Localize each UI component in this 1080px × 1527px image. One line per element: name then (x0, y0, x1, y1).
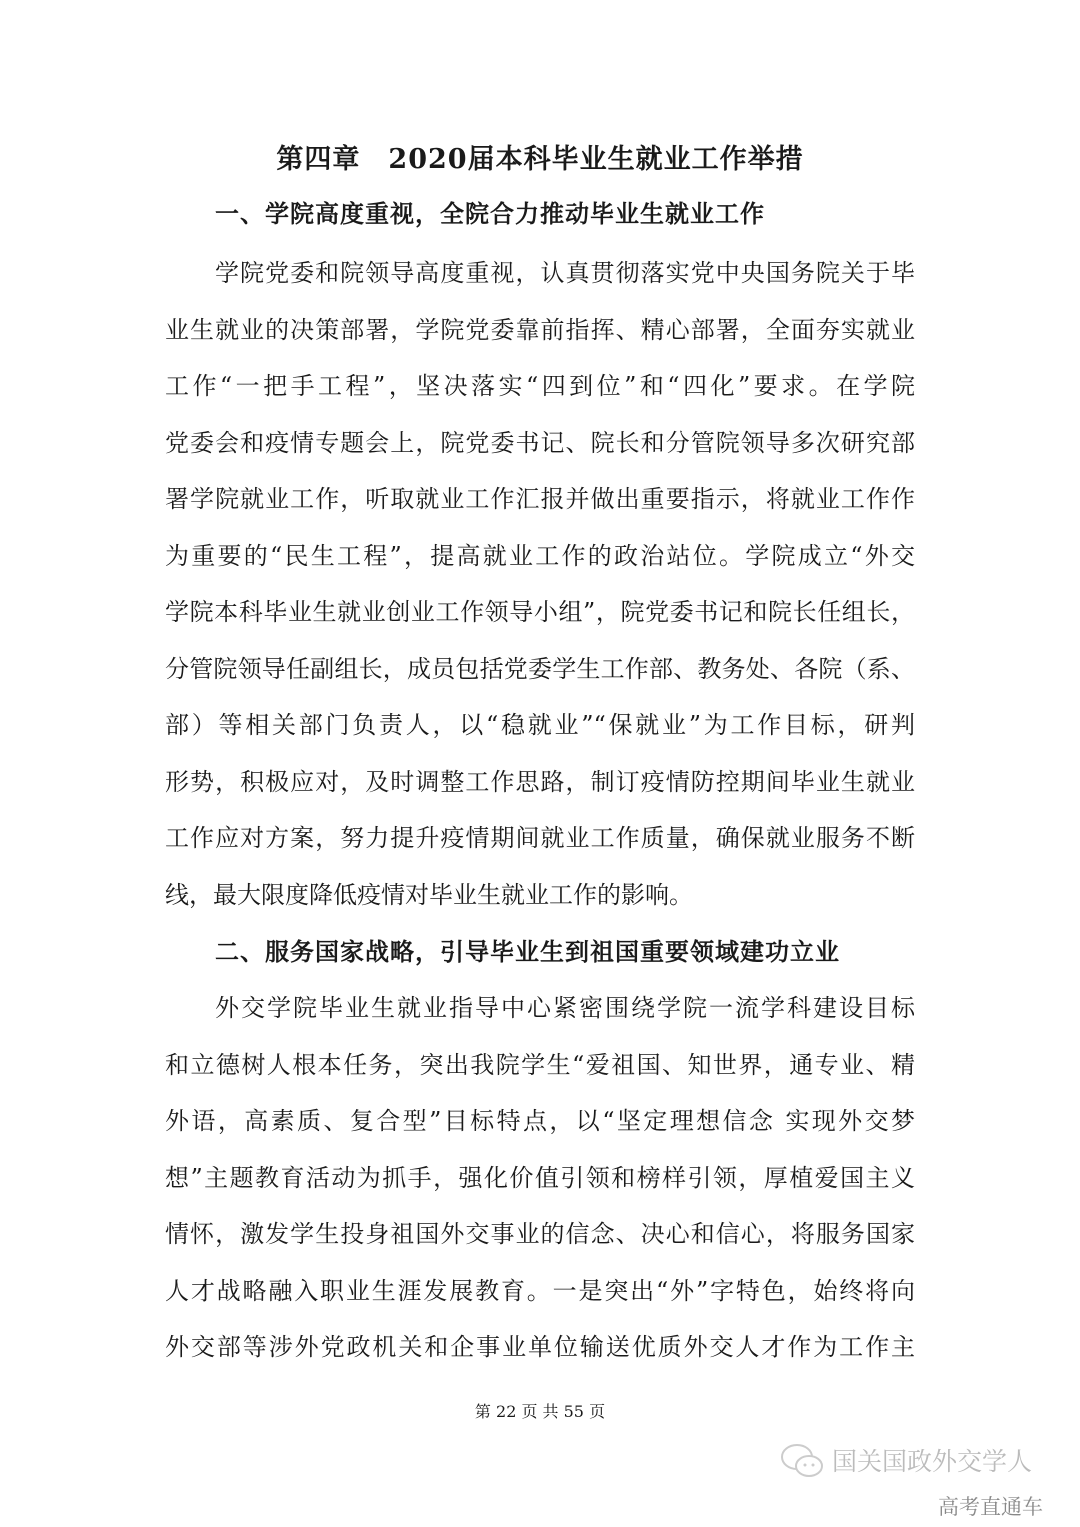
text-line: 为重要的“民生工程”，提高就业工作的政治站位。学院成立“外交 (165, 541, 915, 570)
text-line: 外交学院毕业生就业指导中心紧密围绕学院一流学科建设目标 (215, 994, 915, 1022)
watermark-account: 国关国政外交学人 (832, 1447, 1033, 1476)
text-line: 部）等相关部门负责人，以“稳就业”“保就业”为工作目标，研判 (165, 711, 915, 739)
page-number: 第 22 页 共 55 页 (474, 1402, 606, 1421)
text-line: 分管院领导任副组长，成员包括党委学生工作部、教务处、各院（系、 (165, 654, 915, 683)
section-heading-2: 二、服务国家战略，引导毕业生到祖国重要领域建功立业 (215, 937, 840, 966)
text-line: 学院党委和院领导高度重视，认真贯彻落实党中央国务院关于毕 (215, 259, 915, 287)
text-line: 业生就业的决策部署，学院党委靠前指挥、精心部署，全面夯实就业 (165, 315, 915, 344)
text-line: 署学院就业工作，听取就业工作汇报并做出重要指示，将就业工作作 (165, 485, 915, 513)
text-line: 想”主题教育活动为抓手，强化价值引领和榜样引领，厚植爱国主义 (165, 1163, 915, 1192)
text-line: 党委会和疫情专题会上，院党委书记、院长和分管院领导多次研究部 (165, 428, 915, 457)
watermark-overlay: 高考直通车 (938, 1495, 1043, 1519)
section-2-paragraph (165, 990, 915, 1386)
text-line: 外语，高素质、复合型”目标特点，以“坚定理想信念 实现外交梦 (165, 1107, 915, 1135)
text-line: 外交部等涉外党政机关和企事业单位输送优质外交人才作为工作主 (165, 1333, 915, 1361)
text-line: 线，最大限度降低疫情对毕业生就业工作的影响。 (165, 880, 693, 909)
watermark (780, 1442, 1032, 1482)
text-line: 工作“一把手工程”，坚决落实“四到位”和“四化”要求。在学院 (165, 372, 915, 400)
section-heading-1: 一、学院高度重视，全院合力推动毕业生就业工作 (215, 199, 765, 228)
text-line: 和立德树人根本任务，突出我院学生“爱祖国、知世界，通专业、精 (165, 1050, 915, 1079)
text-line: 情怀，激发学生投身祖国外交事业的信念、决心和信心，将服务国家 (165, 1220, 915, 1248)
text-line: 学院本科毕业生就业创业工作领导小组”，院党委书记和院长任组长， (165, 598, 915, 626)
wechat-icon (780, 1442, 826, 1482)
section-1-paragraph (165, 255, 915, 933)
text-line: 形势，积极应对，及时调整工作思路，制订疫情防控期间毕业生就业 (165, 767, 915, 796)
chapter-title: 第四章 2020届本科毕业生就业工作举措 (276, 144, 804, 175)
text-line: 人才战略融入职业生涯发展教育。一是突出“外”字特色，始终将向 (165, 1276, 915, 1305)
text-line: 工作应对方案，努力提升疫情期间就业工作质量，确保就业服务不断 (165, 824, 915, 852)
